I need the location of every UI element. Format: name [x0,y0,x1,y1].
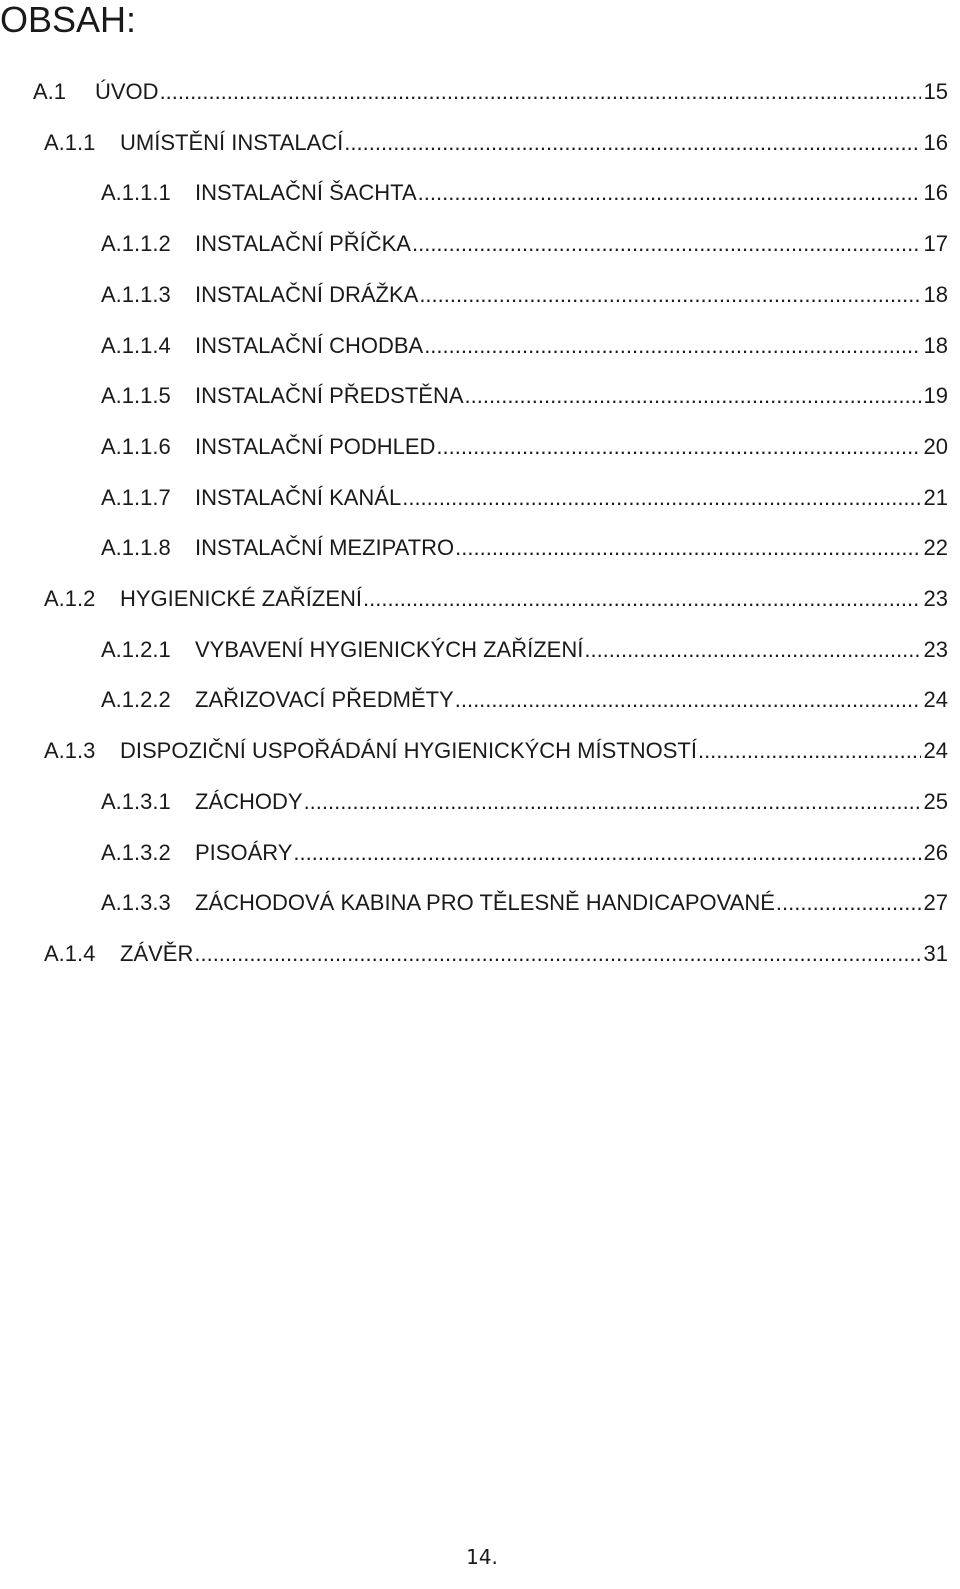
toc-dot-leader [160,74,921,110]
toc-entry-title: VYBAVENÍ HYGIENICKÝCH ZAŘÍZENÍ [195,636,584,662]
toc-entry[interactable] [101,277,948,313]
toc-entry[interactable] [101,784,948,820]
toc-entry-page: 31 [923,940,948,966]
toc-entry-number: A.1 [33,79,67,104]
toc-dot-leader [419,277,920,313]
toc-entry[interactable] [101,530,948,566]
toc-entry-page: 15 [923,79,948,104]
toc-entry[interactable] [101,429,948,465]
toc-entry-page: 22 [923,535,948,561]
toc-entry-title: ZÁCHODOVÁ KABINA PRO TĚLESNĚ HANDICAPOVANÉ [195,890,775,916]
toc-entry-page: 25 [923,788,948,814]
toc-entry-title: ZÁCHODY [195,788,303,814]
toc-entry-title: INSTALAČNÍ DRÁŽKA [195,281,419,307]
toc-entry-page: 18 [923,281,948,307]
toc-entry-page: 21 [923,484,948,510]
toc-entry-number: A.1.2.1 [101,636,171,662]
toc-entry-title: INSTALAČNÍ PODHLED [195,433,436,459]
toc-dot-leader [584,632,920,668]
toc-dot-leader [293,835,920,871]
toc-entry-title: INSTALAČNÍ MEZIPATRO [195,535,455,561]
toc-entry[interactable] [101,175,948,211]
toc-dot-leader [344,125,920,161]
toc-entry-title: ZÁVĚR [120,940,194,966]
toc-entry-number: A.1.3.2 [101,839,171,865]
toc-dot-leader [698,733,921,769]
toc-entry[interactable] [101,226,948,262]
toc-dot-leader [194,936,920,972]
toc-entry-page: 23 [923,636,948,662]
toc-entry[interactable] [44,936,948,972]
toc-entry-title: INSTALAČNÍ ŠACHTA [195,180,417,206]
toc-dot-leader [424,328,920,364]
toc-entry-title: INSTALAČNÍ CHODBA [195,332,424,358]
toc-dot-leader [455,682,921,718]
toc-dot-leader [402,480,920,516]
toc-entry-number: A.1.4 [44,940,96,966]
toc-entry[interactable] [44,125,948,161]
toc-entry-page: 23 [923,586,948,611]
toc-entry-page: 24 [923,738,948,764]
toc-entry-title: INSTALAČNÍ KANÁL [195,484,402,510]
toc-entry-title: UMÍSTĚNÍ INSTALACÍ [120,129,344,155]
toc-entry[interactable] [101,885,948,921]
toc-entry[interactable] [101,682,948,718]
toc-entry-title: HYGIENICKÉ ZAŘÍZENÍ [120,586,363,611]
toc-entry-title: ÚVOD [95,79,159,104]
toc-entry[interactable] [101,835,948,871]
toc-dot-leader [455,530,920,566]
toc-entry-page: 16 [923,129,948,155]
toc-entry[interactable] [101,632,948,668]
toc-entry[interactable] [44,581,948,617]
toc-entry-page: 26 [923,839,948,865]
toc-dot-leader [363,581,920,617]
page-title: OBSAH: [0,0,137,40]
toc-entry-page: 20 [923,433,948,459]
toc-dot-leader [436,429,920,465]
toc-dot-leader [465,378,921,414]
toc-entry-title: INSTALAČNÍ PŘÍČKA [195,231,411,257]
toc-entry-title: PISOÁRY [195,839,293,865]
toc-entry-number: A.1.2.2 [101,687,171,713]
toc-entry-page: 16 [923,180,948,206]
toc-entry-number: A.1.1.7 [101,484,171,510]
toc-entry-number: A.1.3 [44,738,96,764]
toc-dot-leader [412,226,921,262]
toc-entry-number: A.1.1.1 [101,180,171,206]
toc-dot-leader [776,885,921,921]
toc-entry-number: A.1.2 [44,586,96,611]
toc-entry-page: 18 [923,332,948,358]
toc-entry-page: 19 [923,383,948,409]
toc-entry-title: ZAŘIZOVACÍ PŘEDMĚTY [195,687,454,713]
toc-entry-page: 17 [923,231,948,257]
page-number: 14. [466,1545,498,1569]
toc-entry-number: A.1.1.3 [101,281,171,307]
toc-entry[interactable] [101,480,948,516]
toc-entry-number: A.1.1.8 [101,535,171,561]
toc-entry-number: A.1.1 [44,129,96,155]
toc-entry[interactable] [33,74,948,110]
toc-entry-number: A.1.3.1 [101,788,171,814]
toc-entry[interactable] [44,733,948,769]
toc-dot-leader [418,175,921,211]
toc-entry-page: 27 [923,890,948,916]
toc-entry-number: A.1.1.4 [101,332,171,358]
toc-entry-title: INSTALAČNÍ PŘEDSTĚNA [195,383,464,409]
toc-entry[interactable] [101,378,948,414]
toc-entry-number: A.1.1.2 [101,231,171,257]
toc-entry[interactable] [101,328,948,364]
toc-entry-title: DISPOZIČNÍ USPOŘÁDÁNÍ HYGIENICKÝCH MÍSTNOSTÍ [120,738,697,764]
toc-entry-page: 24 [923,687,948,713]
toc-entry-number: A.1.3.3 [101,890,171,916]
toc-dot-leader [304,784,921,820]
toc-entry-number: A.1.1.6 [101,433,171,459]
toc-entry-number: A.1.1.5 [101,383,171,409]
